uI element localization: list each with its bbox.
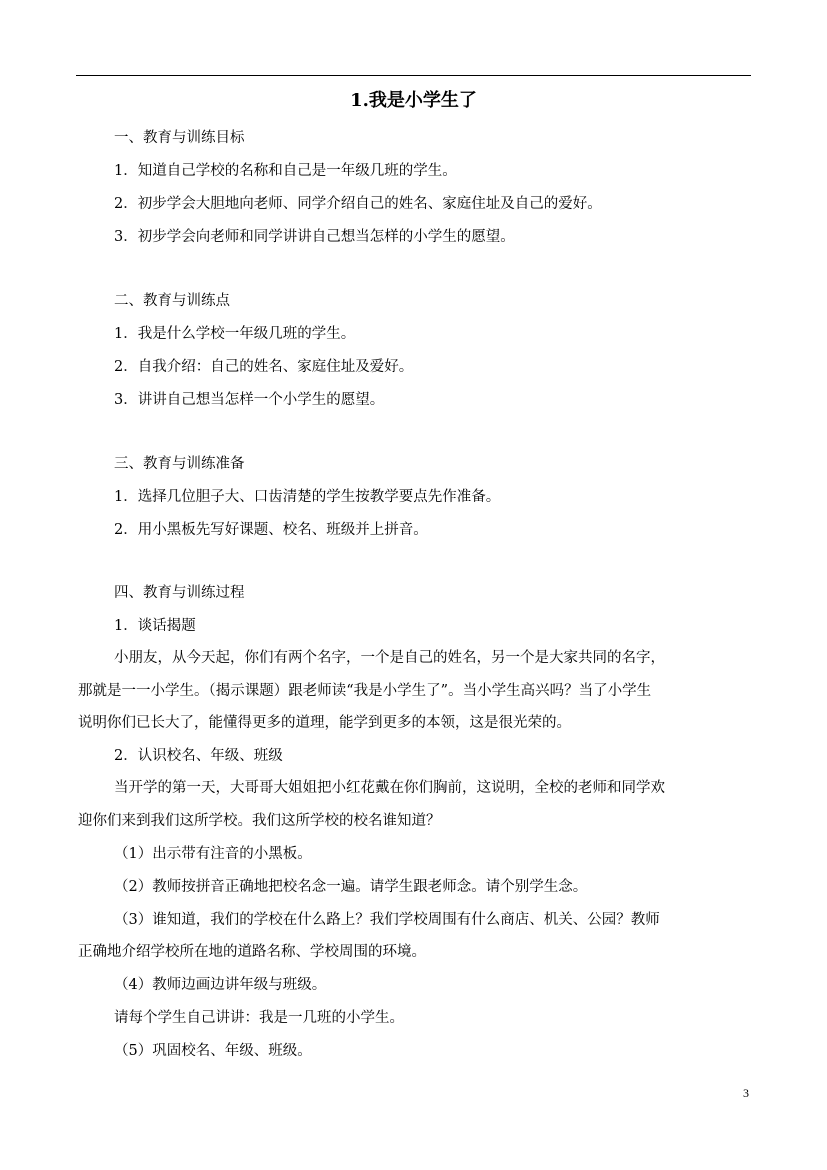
page-title: 1.我是小学生了 bbox=[350, 90, 477, 111]
step-item: （5）巩固校名、年级、班级。 bbox=[114, 1043, 312, 1059]
step-item: （1）出示带有注音的小黑板。 bbox=[114, 846, 312, 862]
paragraph-line: 当开学的第一天，大哥哥大姐姐把小红花戴在你们胸前，这说明，全校的老师和同学欢 bbox=[114, 780, 665, 796]
paragraph-line: 那就是一一小学生。（揭示课题）跟老师读“我是小学生了”。当小学生高兴吗？当了小学生 bbox=[78, 683, 652, 699]
subsection-heading: 2．认识校名、年级、班级 bbox=[114, 748, 283, 764]
list-item: 2．用小黑板先写好课题、校名、班级并上拼音。 bbox=[114, 522, 428, 538]
section-heading: 二、教育与训练点 bbox=[114, 293, 230, 309]
paragraph-line: 正确地介绍学校所在地的道路名称、学校周围的环境。 bbox=[78, 944, 426, 960]
paragraph-line: 说明你们已长大了，能懂得更多的道理，能学到更多的本领，这是很光荣的。 bbox=[78, 715, 571, 731]
step-item: （4）教师边画边讲年级与班级。 bbox=[114, 977, 327, 993]
list-item: 1．选择几位胆子大、口齿清楚的学生按教学要点先作准备。 bbox=[114, 489, 501, 505]
list-item: 2．自我介绍：自己的姓名、家庭住址及爱好。 bbox=[114, 359, 414, 375]
list-item: 3．讲讲自己想当怎样一个小学生的愿望。 bbox=[114, 392, 385, 408]
section-heading: 一、教育与训练目标 bbox=[114, 130, 245, 146]
paragraph-line: 小朋友，从今天起，你们有两个名字，一个是自己的姓名，另一个是大家共同的名字， bbox=[114, 650, 665, 666]
page-number: 3 bbox=[743, 1086, 749, 1100]
step-item: （3）谁知道，我们的学校在什么路上？我们学校周围有什么商店、机关、公园？教师 bbox=[114, 912, 660, 928]
list-item: 1．我是什么学校一年级几班的学生。 bbox=[114, 326, 356, 342]
list-item: 1．知道自己学校的名称和自己是一年级几班的学生。 bbox=[114, 163, 457, 179]
header-rule bbox=[76, 75, 751, 76]
step-item: （2）教师按拼音正确地把校名念一遍。请学生跟老师念。请个别学生念。 bbox=[114, 879, 588, 895]
section-heading: 三、教育与训练准备 bbox=[114, 456, 245, 472]
paragraph-line: 请每个学生自己讲讲：我是一几班的小学生。 bbox=[114, 1010, 404, 1026]
section-heading: 四、教育与训练过程 bbox=[114, 585, 245, 601]
list-item: 3．初步学会向老师和同学讲讲自己想当怎样的小学生的愿望。 bbox=[114, 229, 515, 245]
subsection-heading: 1．谈话揭题 bbox=[114, 618, 196, 634]
paragraph-line: 迎你们来到我们这所学校。我们这所学校的校名谁知道？ bbox=[78, 813, 441, 829]
list-item: 2．初步学会大胆地向老师、同学介绍自己的姓名、家庭住址及自己的爱好。 bbox=[114, 196, 602, 212]
